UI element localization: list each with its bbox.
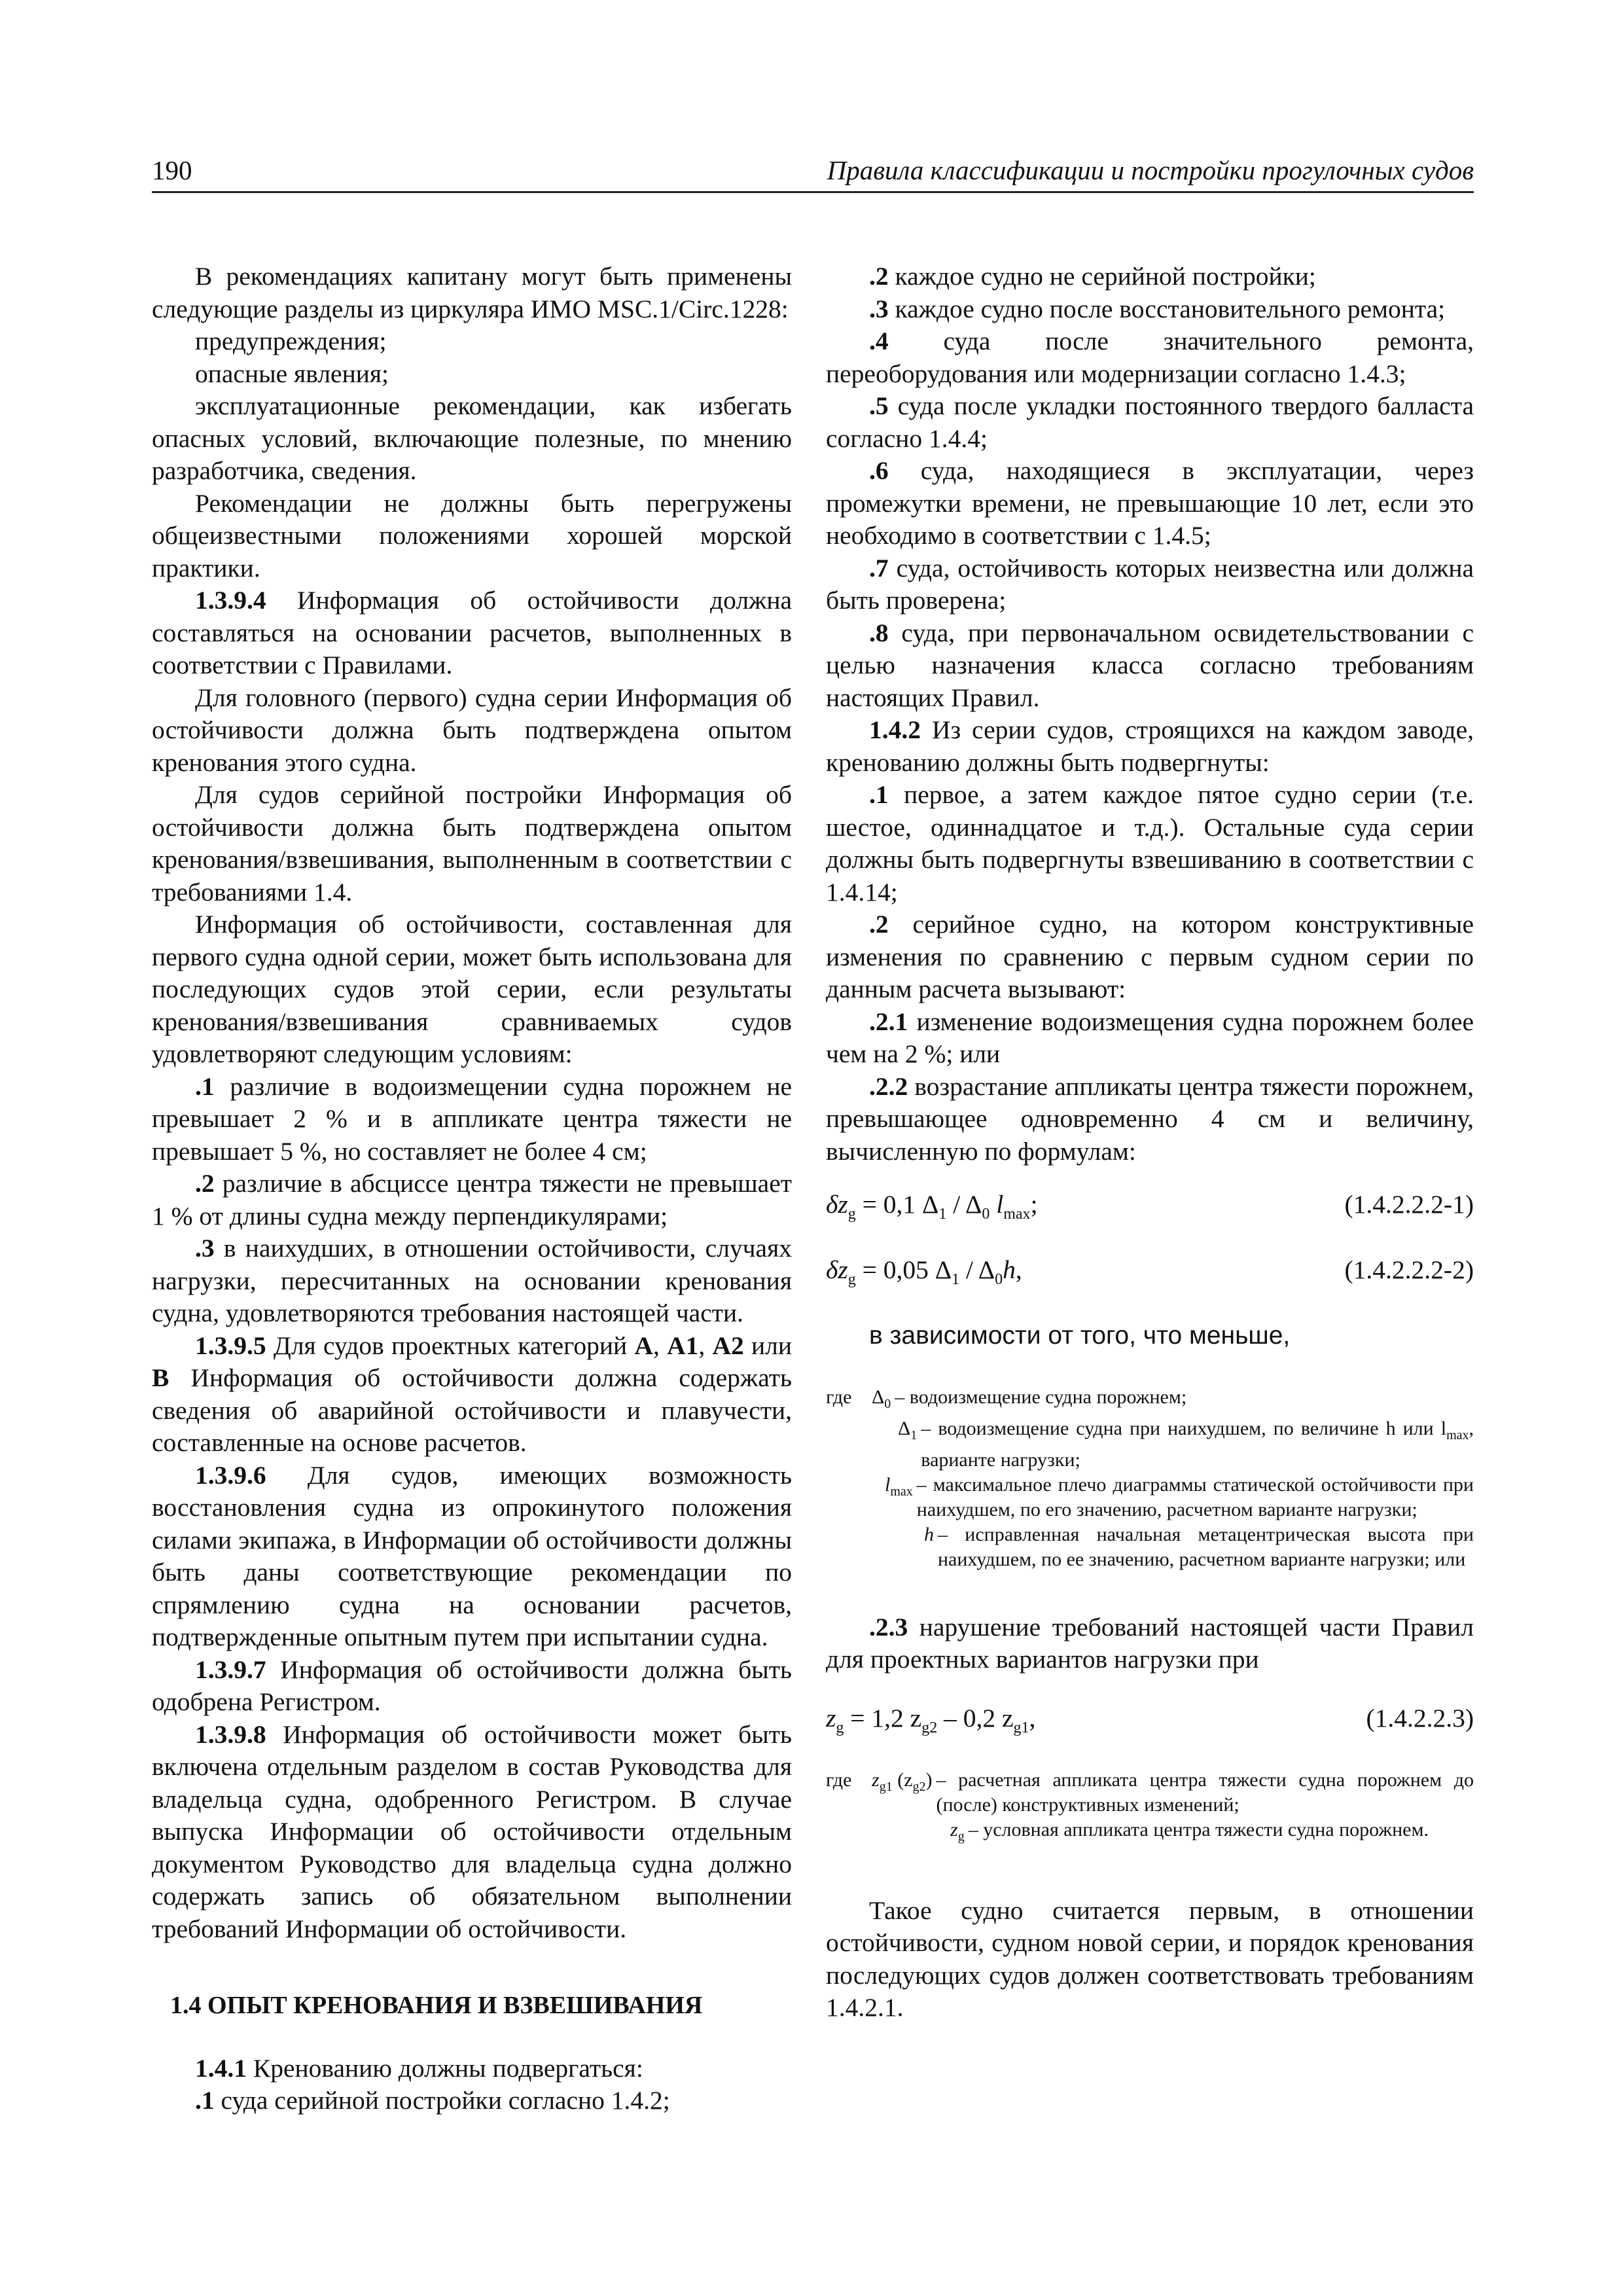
- paragraph: .6 суда, находящиеся в эксплуатации, через промежутки времени, не превышающие 10 лет, если это необходимо в соответствии с 1.4.5;: [826, 456, 1474, 550]
- item-number: .2: [869, 262, 889, 291]
- paragraph: 1.3.9.6 Для судов, имеющих возможность восстановления судна из опрокинутого положения силами экипажа, в Информации об остойчивости должны быть даны соответствующие рекомендации по спрямлению судна на основании расчетов, подтвержденные опытным путем при испытании судна.: [152, 1460, 792, 1651]
- header-divider: [152, 191, 1474, 193]
- legend-row: $\Delta_1$ – водоизмещение судна при наихудшем, по величине h или $l_{max}$, варианте нагрузки;: [898, 1417, 1474, 1471]
- item-number: .1: [869, 780, 889, 809]
- clause-number: 1.4.2: [869, 715, 921, 744]
- formula-legend: [826, 1768, 1474, 1849]
- item-number: .5: [869, 391, 889, 420]
- left-column: [152, 260, 792, 2117]
- paragraph: Информация об остойчивости, составленная для первого судна одной серии, может быть использована для последующих судов этой серии, если результаты кренования/взвешивания сравниваемых судов удовлетворяют следующим условиям:: [152, 910, 792, 1068]
- clause-number: 1.3.9.6: [195, 1460, 266, 1490]
- clause-number: 1.3.9.5: [195, 1331, 266, 1360]
- paragraph: 1.3.9.7 Информация об остойчивости должна быть одобрена Регистром.: [152, 1655, 792, 1716]
- legend-row: где $z_{g1}$ $(z_{g2})$ – расчетная аппликата центра тяжести судна порожнем до (после) конструктивных изменений;: [826, 1768, 1474, 1816]
- legend-row: $l_{max}$ – максимальное плечо диаграммы статической остойчивости при наихудшем, по его значению, расчетном варианте нагрузки;: [885, 1473, 1474, 1520]
- formula-legend: [826, 1385, 1474, 1572]
- item-number: .2.3: [869, 1612, 908, 1641]
- paragraph: Такое судно считается первым, в отношении остойчивости, судном новой серии, и порядок кренования последующих судов должен соответствовать требованиям 1.4.2.1.: [826, 1895, 1474, 2022]
- item-number: .8: [869, 618, 889, 647]
- item-number: .3: [195, 1234, 215, 1263]
- paragraph: .3 каждое судно после восстановительного ремонта;: [869, 294, 1446, 323]
- item-number: .7: [869, 553, 889, 583]
- legend-row: h – исправленная начальная метацентрическая высота при наихудшем, по ее значению, расчетном варианте нагрузки; или: [924, 1523, 1474, 1570]
- formula-2: $\delta z_g = 0,05$ $\Delta_1 / \Delta_0h$, (1.4.2.2.2-2): [826, 1255, 1474, 1288]
- formula-1: $\delta z_g = 0,1$ $\Delta_1 / \Delta_0$ $l_{max}$; (1.4.2.2.2-1): [826, 1190, 1474, 1223]
- paragraph: .2.1 изменение водоизмещения судна порожнем более чем на 2 %; или: [826, 1007, 1474, 1068]
- clause-number: 1.3.9.4: [195, 586, 266, 615]
- paragraph: .1 первое, а затем каждое пятое судно серии (т.е. шестое, одиннадцатое и т.д.). Остальные суда серии должны быть подвергнуты взвешиванию в соответствии с 1.4.14;: [826, 780, 1474, 906]
- paragraph: Рекомендации не должны быть перегружены общеизвестными положениями хорошей морской практики.: [152, 488, 792, 583]
- paragraph: .7 суда, остойчивость которых неизвестна или должна быть проверена;: [826, 553, 1474, 615]
- page-header: [152, 154, 1474, 194]
- legend-row: где $\Delta_0$ – водоизмещение судна порожнем;: [826, 1386, 1187, 1411]
- paragraph: .8 суда, при первоначальном освидетельствовании с целью назначения класса согласно требованиям настоящих Правил.: [826, 618, 1474, 712]
- item-number: .4: [869, 327, 889, 355]
- paragraph: .1 суда серийной постройки согласно 1.4.2;: [195, 2086, 670, 2115]
- paragraph: .2.3 нарушение требований настоящей части Правил для проектных вариантов нагрузки при: [826, 1612, 1474, 1674]
- section-heading: 1.4 ОПЫТ КРЕНОВАНИЯ И ВЗВЕШИВАНИЯ: [170, 1992, 703, 2019]
- paragraph: 1.3.9.8 Информация об остойчивости может быть включена отдельным разделом в состав Руководства для владельца судна, одобренного Регистром. В случае выпуска Информации об остойчивости отдельным документом Руководство для владельца судна должно содержать запись об обязательном выполнении требований Информации об остойчивости.: [152, 1719, 792, 1943]
- paragraph: .4 суда после значительного ремонта, переоборудования или модернизации согласно 1.4.3;: [826, 327, 1474, 388]
- paragraph: Для судов серийной постройки Информация об остойчивости должна быть подтверждена опытом кренования/взвешивания, выполненным в соответствии с требованиями 1.4.: [152, 780, 792, 906]
- paragraph: 1.4.1 Кренованию должны подвергаться:: [195, 2053, 643, 2083]
- item-number: .2.1: [869, 1007, 908, 1036]
- paragraph: .2 серийное судно, на котором конструктивные изменения по сравнению с первым судном серии по данным расчета вызывают:: [826, 910, 1474, 1003]
- paragraph: эксплуатационные рекомендации, как избегать опасных условий, включающие полезные, по мнению разработчика, сведения.: [152, 391, 792, 485]
- clause-number: 1.3.9.7: [195, 1655, 266, 1684]
- paragraph: .2 каждое судно не серийной постройки;: [869, 262, 1316, 291]
- paragraph: 1.4.2 Из серии судов, строящихся на каждом заводе, кренованию должны быть подвергнуты:: [826, 715, 1474, 777]
- legend-row: $z_g$ – условная аппликата центра тяжести судна порожнем.: [950, 1818, 1429, 1844]
- paragraph: .3 в наихудших, в отношении остойчивости, случаях нагрузки, пересчитанных на основании кренования судна, удовлетворяются требования настоящей части.: [152, 1234, 792, 1327]
- item-number: .2: [869, 910, 889, 939]
- item-number: .2.2: [869, 1071, 908, 1101]
- paragraph: Для головного (первого) судна серии Информация об остойчивости должна быть подтверждена опытом кренования этого судна.: [152, 683, 792, 777]
- item-number: .1: [195, 1071, 215, 1101]
- item-number: .6: [869, 456, 889, 485]
- item-number: .1: [195, 2086, 215, 2115]
- item-number: .2: [195, 1169, 215, 1198]
- equation-number: (1.4.2.2.2-1): [1344, 1190, 1474, 1219]
- item-number: .3: [869, 294, 889, 323]
- paragraph: В рекомендациях капитану могут быть применены следующие разделы из циркуляра ИМО MSC.1/Circ.1228:: [152, 262, 792, 323]
- equation-number: (1.4.2.2.2-2): [1344, 1255, 1474, 1284]
- page-number: 190: [152, 155, 192, 185]
- paragraph: 1.3.9.4 Информация об остойчивости должна составляться на основании расчетов, выполненных в соответствии с Правилами.: [152, 586, 792, 679]
- clause-number: 1.4.1: [195, 2053, 247, 2083]
- paragraph: 1.3.9.5 Для судов проектных категорий A, A1, A2 или B Информация об остойчивости должна содержать сведения об аварийной остойчивости и плавучести, составленные на основе расчетов.: [152, 1331, 793, 1457]
- paragraph: .5 суда после укладки постоянного твердого балласта согласно 1.4.4;: [826, 391, 1474, 453]
- paragraph: .2 различие в абсциссе центра тяжести не превышает 1 % от длины судна между перпендикулярами;: [152, 1169, 792, 1230]
- equation-number: (1.4.2.2.3): [1366, 1703, 1474, 1732]
- paragraph: .2.2 возрастание аппликаты центра тяжести порожнем, превышающее одновременно 4 см и величину, вычисленную по формулам:: [826, 1071, 1474, 1166]
- paragraph: опасные явления;: [195, 359, 389, 388]
- formula-3: $z_g = 1,2$ $z_{g2} - 0,2$ $z_{g1}$, (1.4.2.2.3): [826, 1703, 1474, 1736]
- formula-note: в зависимости от того, что меньше,: [869, 1321, 1291, 1350]
- right-column: [826, 260, 1474, 2024]
- clause-number: 1.3.9.8: [195, 1719, 266, 1749]
- paragraph: .1 различие в водоизмещении судна порожнем не превышает 2 % и в аппликате центра тяжести не превышает 5 %, но составляет не более 4 см;: [152, 1071, 792, 1166]
- running-title: Правила классификации и постройки прогулочных судов: [827, 155, 1474, 185]
- paragraph: предупреждения;: [195, 327, 387, 355]
